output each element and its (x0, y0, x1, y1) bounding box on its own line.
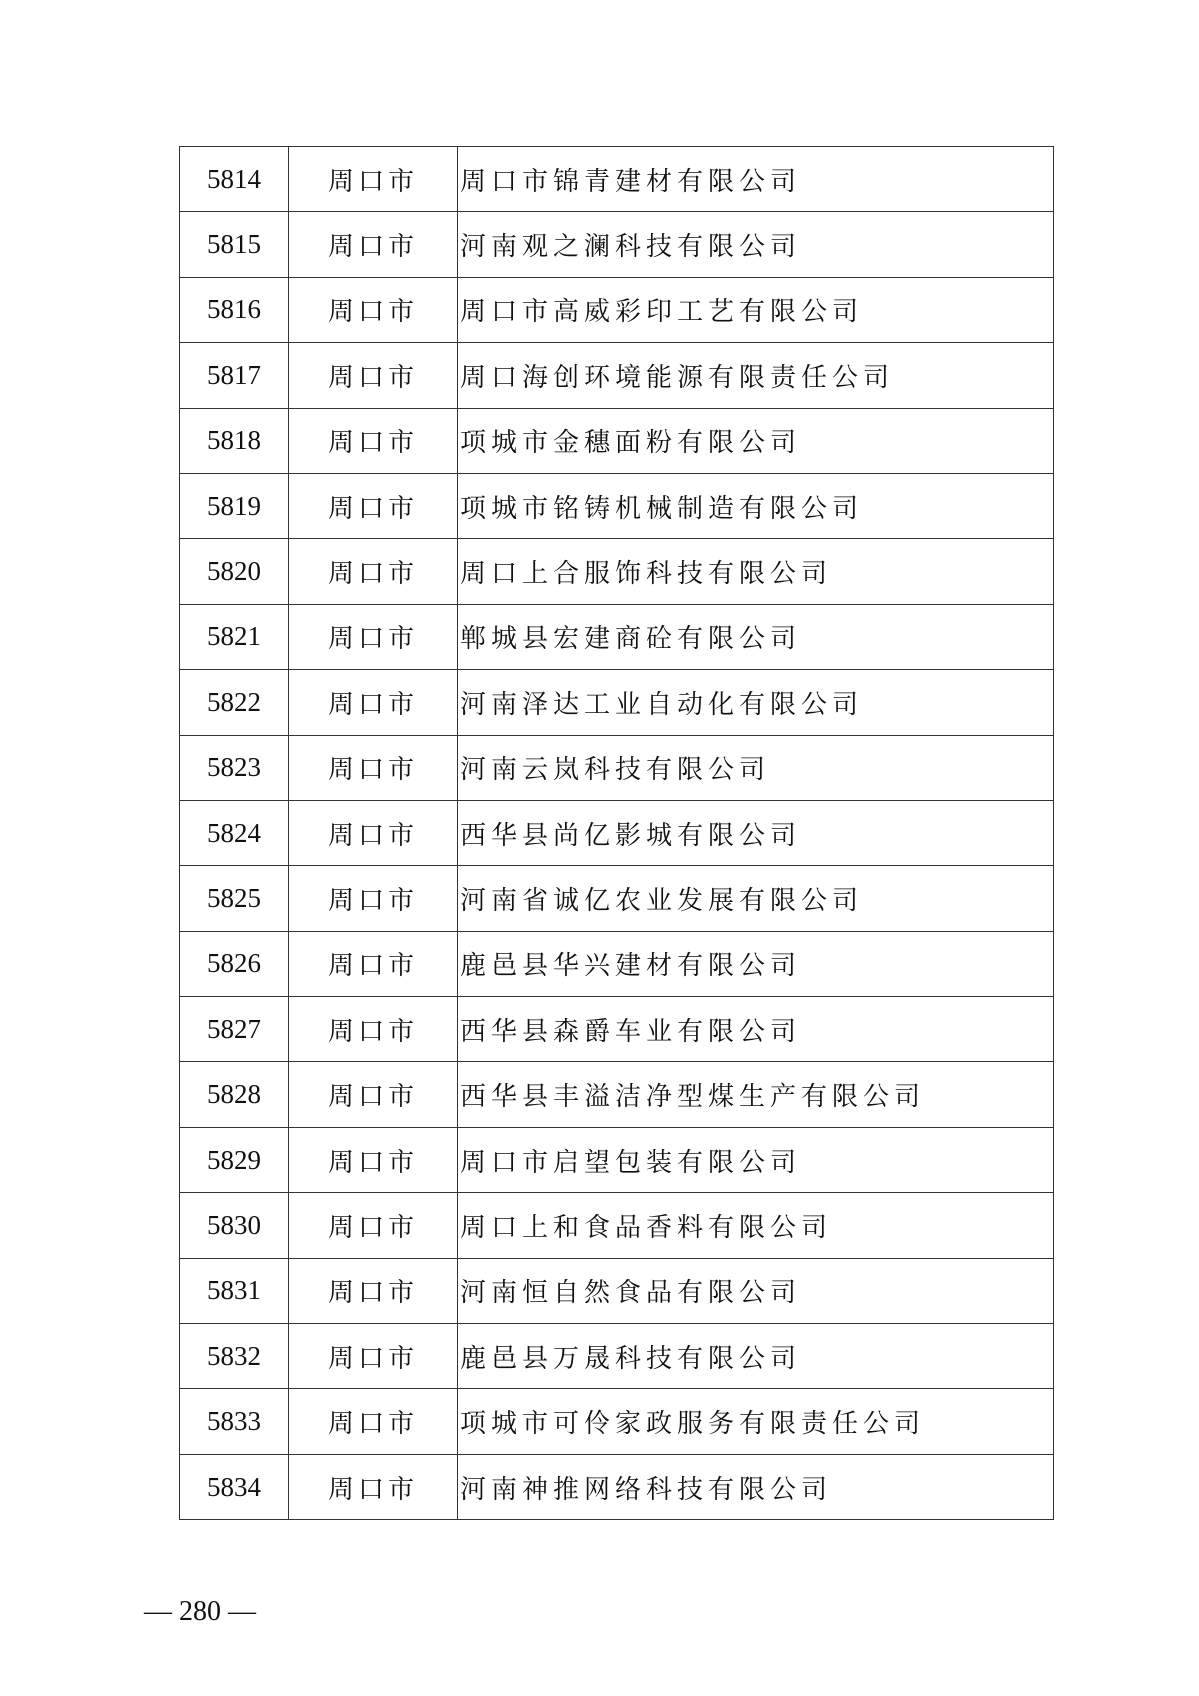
company-name-cell: 西华县尚亿影城有限公司 (458, 800, 1054, 865)
company-name-cell: 郸城县宏建商砼有限公司 (458, 604, 1054, 669)
table-row (180, 1258, 1054, 1323)
company-name-cell: 河南恒自然食品有限公司 (458, 1258, 1054, 1323)
row-number-cell: 5822 (180, 670, 289, 735)
row-number-cell: 5814 (180, 147, 289, 212)
row-number-cell: 5827 (180, 997, 289, 1062)
table-row (180, 1127, 1054, 1192)
table-row (180, 1062, 1054, 1127)
row-number-cell: 5820 (180, 539, 289, 604)
company-name-cell: 河南泽达工业自动化有限公司 (458, 670, 1054, 735)
city-cell: 周口市 (289, 1062, 458, 1127)
company-name-cell: 周口上和食品香料有限公司 (458, 1193, 1054, 1258)
city-cell: 周口市 (289, 800, 458, 865)
row-number-cell: 5816 (180, 277, 289, 342)
page-number: — 280 — (144, 1596, 256, 1627)
row-number-cell: 5828 (180, 1062, 289, 1127)
row-number-cell: 5824 (180, 800, 289, 865)
table-row (180, 343, 1054, 408)
city-cell: 周口市 (289, 735, 458, 800)
table-row (180, 473, 1054, 538)
table-row (180, 212, 1054, 277)
city-cell: 周口市 (289, 473, 458, 538)
row-number-cell: 5834 (180, 1454, 289, 1519)
table-row (180, 147, 1054, 212)
row-number-cell: 5829 (180, 1127, 289, 1192)
company-name-cell: 河南观之澜科技有限公司 (458, 212, 1054, 277)
table-row (180, 277, 1054, 342)
company-name-cell: 鹿邑县华兴建材有限公司 (458, 931, 1054, 996)
company-name-cell: 周口上合服饰科技有限公司 (458, 539, 1054, 604)
company-name-cell: 项城市铭铸机械制造有限公司 (458, 473, 1054, 538)
row-number-cell: 5825 (180, 866, 289, 931)
city-cell: 周口市 (289, 1193, 458, 1258)
company-name-cell: 周口市锦青建材有限公司 (458, 147, 1054, 212)
company-name-cell: 西华县森爵车业有限公司 (458, 997, 1054, 1062)
city-cell: 周口市 (289, 277, 458, 342)
city-cell: 周口市 (289, 343, 458, 408)
roster-table-body (180, 147, 1054, 1520)
city-cell: 周口市 (289, 997, 458, 1062)
table-row (180, 1389, 1054, 1454)
company-name-cell: 周口海创环境能源有限责任公司 (458, 343, 1054, 408)
company-name-cell: 项城市金穗面粉有限公司 (458, 408, 1054, 473)
city-cell: 周口市 (289, 1389, 458, 1454)
city-cell: 周口市 (289, 539, 458, 604)
row-number-cell: 5832 (180, 1324, 289, 1389)
row-number-cell: 5819 (180, 473, 289, 538)
table-row (180, 997, 1054, 1062)
city-cell: 周口市 (289, 1454, 458, 1519)
row-number-cell: 5826 (180, 931, 289, 996)
table-row (180, 866, 1054, 931)
table-row (180, 1454, 1054, 1519)
company-name-cell: 鹿邑县万晟科技有限公司 (458, 1324, 1054, 1389)
row-number-cell: 5833 (180, 1389, 289, 1454)
company-name-cell: 河南云岚科技有限公司 (458, 735, 1054, 800)
city-cell: 周口市 (289, 1324, 458, 1389)
row-number-cell: 5821 (180, 604, 289, 669)
table-row (180, 670, 1054, 735)
city-cell: 周口市 (289, 670, 458, 735)
city-cell: 周口市 (289, 1127, 458, 1192)
row-number-cell: 5817 (180, 343, 289, 408)
city-cell: 周口市 (289, 212, 458, 277)
company-name-cell: 西华县丰溢洁净型煤生产有限公司 (458, 1062, 1054, 1127)
table-row (180, 1324, 1054, 1389)
company-name-cell: 周口市启望包装有限公司 (458, 1127, 1054, 1192)
table-row (180, 408, 1054, 473)
city-cell: 周口市 (289, 604, 458, 669)
city-cell: 周口市 (289, 866, 458, 931)
company-name-cell: 项城市可伶家政服务有限责任公司 (458, 1389, 1054, 1454)
company-name-cell: 河南省诚亿农业发展有限公司 (458, 866, 1054, 931)
row-number-cell: 5815 (180, 212, 289, 277)
row-number-cell: 5831 (180, 1258, 289, 1323)
table-row (180, 931, 1054, 996)
table-row (180, 604, 1054, 669)
company-name-cell: 周口市高威彩印工艺有限公司 (458, 277, 1054, 342)
city-cell: 周口市 (289, 408, 458, 473)
table-row (180, 1193, 1054, 1258)
row-number-cell: 5818 (180, 408, 289, 473)
table-row (180, 539, 1054, 604)
row-number-cell: 5823 (180, 735, 289, 800)
table-row (180, 800, 1054, 865)
city-cell: 周口市 (289, 147, 458, 212)
city-cell: 周口市 (289, 1258, 458, 1323)
company-roster-table (179, 146, 1054, 1520)
table-row (180, 735, 1054, 800)
company-name-cell: 河南神推网络科技有限公司 (458, 1454, 1054, 1519)
row-number-cell: 5830 (180, 1193, 289, 1258)
city-cell: 周口市 (289, 931, 458, 996)
